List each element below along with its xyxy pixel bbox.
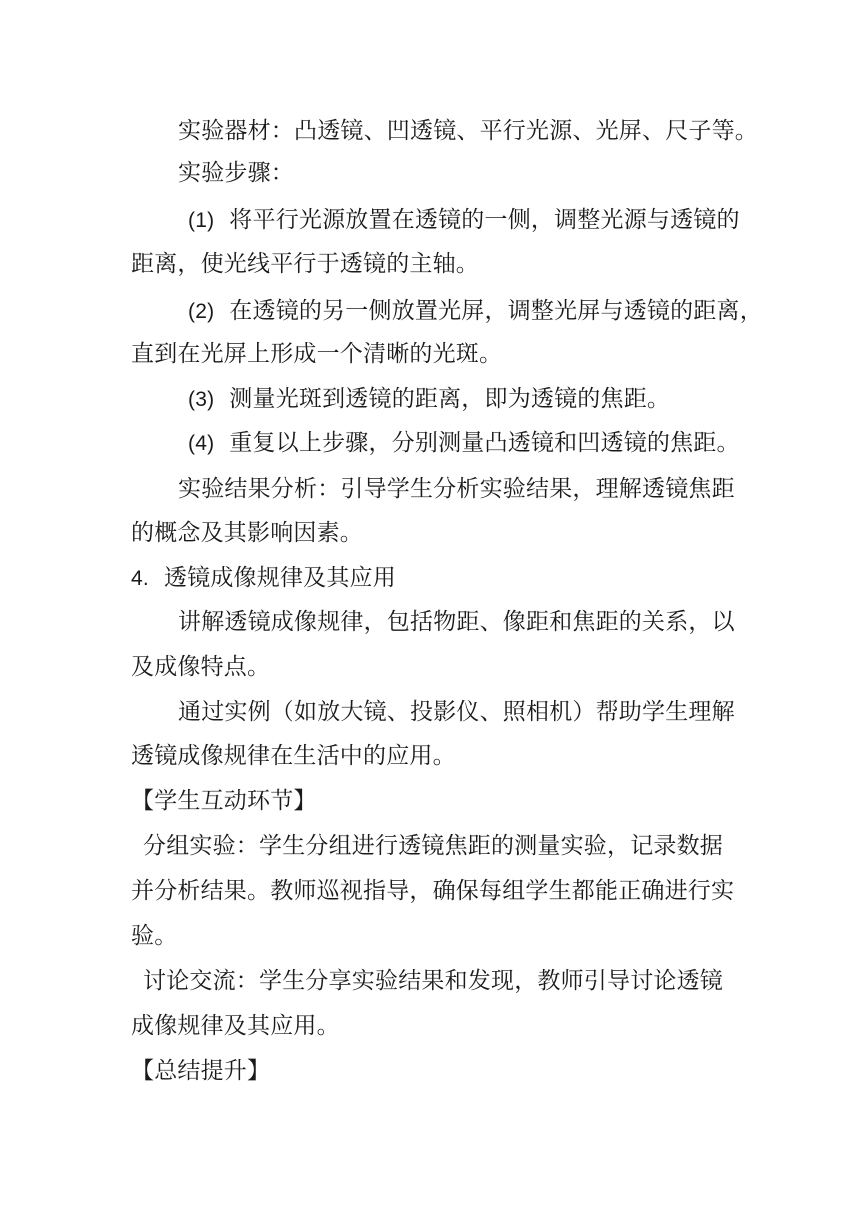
step-1-line-2: 距离，使光线平行于透镜的主轴。 — [131, 251, 479, 277]
equipment-text: 实验器材：凸透镜、凹透镜、平行光源、光屏、尺子等。 — [178, 118, 758, 144]
step-2-text: 在透镜的另一侧放置光屏，调整光屏与透镜的距离， — [229, 298, 763, 324]
summary-heading: 【总结提升】 — [131, 1058, 271, 1084]
section-4-title: 透镜成像规律及其应用 — [163, 565, 396, 591]
step-4-number: (4) — [188, 432, 215, 455]
step-4-line — [188, 428, 740, 459]
step-3-number: (3) — [188, 388, 215, 411]
group-experiment-line-2: 并分析结果。教师巡视指导，确保每组学生都能正确进行实 — [131, 878, 735, 904]
step-4-text: 重复以上步骤，分别测量凸透镜和凹透镜的焦距。 — [229, 430, 740, 456]
explain-line-1: 讲解透镜成像规律，包括物距、像距和焦距的关系，以 — [178, 609, 735, 635]
step-1-text: 将平行光源放置在透镜的一侧，调整光源与透镜的 — [229, 207, 740, 233]
group-experiment-line-3: 验。 — [131, 923, 178, 949]
steps-heading: 实验步骤： — [178, 160, 294, 186]
group-experiment-line-1: 分组实验：学生分组进行透镜焦距的测量实验，记录数据 — [143, 833, 723, 859]
analysis-line-2: 的概念及其影响因素。 — [131, 520, 363, 546]
analysis-line-1: 实验结果分析：引导学生分析实验结果，理解透镜焦距 — [178, 476, 735, 502]
step-2-number: (2) — [188, 300, 215, 323]
step-2-line-1 — [188, 296, 763, 327]
step-3-line — [188, 384, 670, 415]
step-2-line-2: 直到在光屏上形成一个清晰的光斑。 — [131, 341, 503, 367]
interaction-heading: 【学生互动环节】 — [131, 788, 317, 814]
examples-line-1: 通过实例（如放大镜、投影仪、照相机）帮助学生理解 — [178, 699, 735, 725]
discussion-line-1: 讨论交流：学生分享实验结果和发现，教师引导讨论透镜 — [143, 968, 723, 994]
explain-line-2: 及成像特点。 — [131, 654, 271, 680]
step-1-line-1 — [188, 205, 740, 236]
examples-line-2: 透镜成像规律在生活中的应用。 — [131, 743, 456, 769]
discussion-line-2: 成像规律及其应用。 — [131, 1013, 340, 1039]
section-4-number: 4. — [131, 567, 149, 590]
section-4-heading — [131, 563, 396, 594]
step-1-number: (1) — [188, 209, 215, 232]
step-3-text: 测量光斑到透镜的距离，即为透镜的焦距。 — [229, 386, 671, 412]
